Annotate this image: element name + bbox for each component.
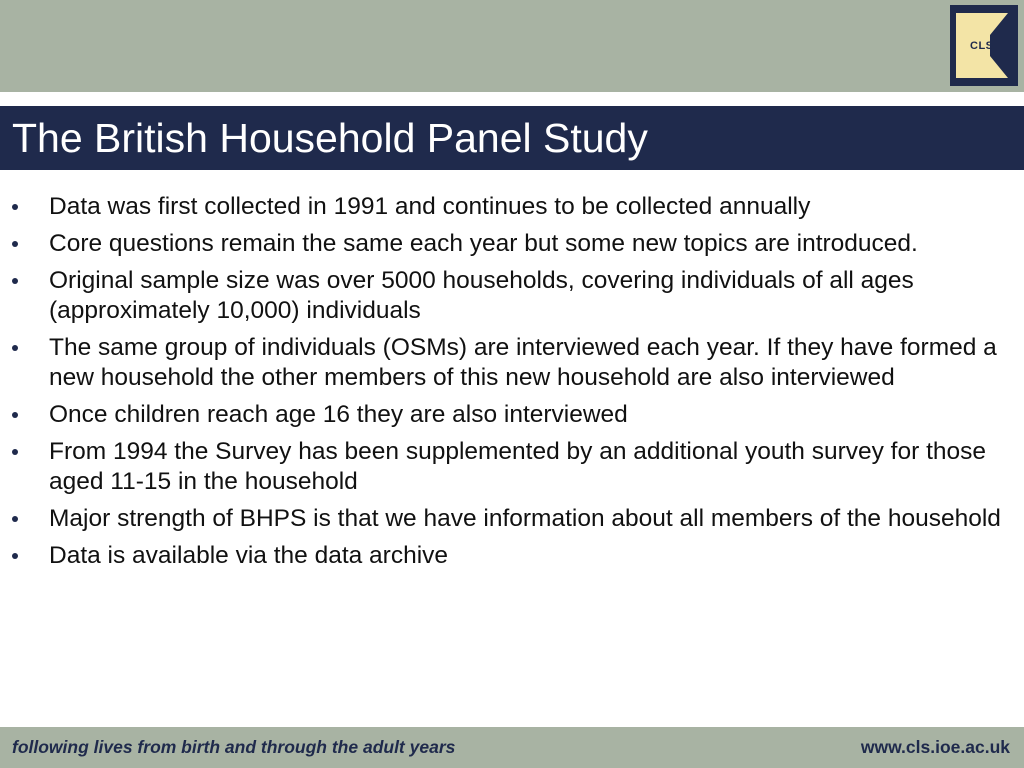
bullet-item — [0, 437, 1024, 497]
bullet-text: Data is available via the data archive — [49, 542, 449, 569]
slide-content — [0, 192, 1024, 578]
bullet-text: The same group of individuals (OSMs) are interviewed each year. If they have formed a new household the other members of this new household are also interviewed — [49, 334, 997, 391]
bullet-item — [0, 333, 1024, 393]
logo-text: CLS — [970, 40, 994, 52]
bullet-dot-icon — [12, 278, 18, 284]
bullet-item — [0, 504, 1024, 534]
bullet-dot-icon — [12, 204, 18, 210]
footer-tagline: following lives from birth and through the adult years — [12, 737, 456, 757]
bullet-dot-icon — [12, 241, 18, 247]
bullet-item — [0, 266, 1024, 326]
bullet-dot-icon — [12, 516, 18, 522]
bullet-text: Major strength of BHPS is that we have information about all members of the household — [49, 505, 1001, 532]
bullet-item — [0, 192, 1024, 222]
bullet-text: Original sample size was over 5000 households, covering individuals of all ages (approximately 10,000) individuals — [49, 267, 914, 324]
bullet-dot-icon — [12, 553, 18, 559]
bullet-dot-icon — [12, 345, 18, 351]
bullet-dot-icon — [12, 412, 18, 418]
header-band — [0, 0, 1024, 92]
bullet-text: Data was first collected in 1991 and continues to be collected annually — [49, 193, 811, 220]
slide-title: The British Household Panel Study — [12, 115, 648, 161]
bullet-item — [0, 400, 1024, 430]
bullet-text: From 1994 the Survey has been supplemented by an additional youth survey for those aged 11-15 in the household — [49, 438, 987, 495]
bullet-dot-icon — [12, 449, 18, 455]
bullet-text: Once children reach age 16 they are also interviewed — [49, 401, 628, 428]
cls-logo — [950, 5, 1018, 86]
bullet-text: Core questions remain the same each year but some new topics are introduced. — [49, 230, 918, 257]
footer-website: www.cls.ioe.ac.uk — [860, 737, 1010, 757]
bullet-list — [0, 192, 1024, 571]
bullet-item — [0, 229, 1024, 259]
title-bar — [0, 106, 1024, 170]
footer-band — [0, 727, 1024, 768]
bullet-item — [0, 541, 1024, 571]
